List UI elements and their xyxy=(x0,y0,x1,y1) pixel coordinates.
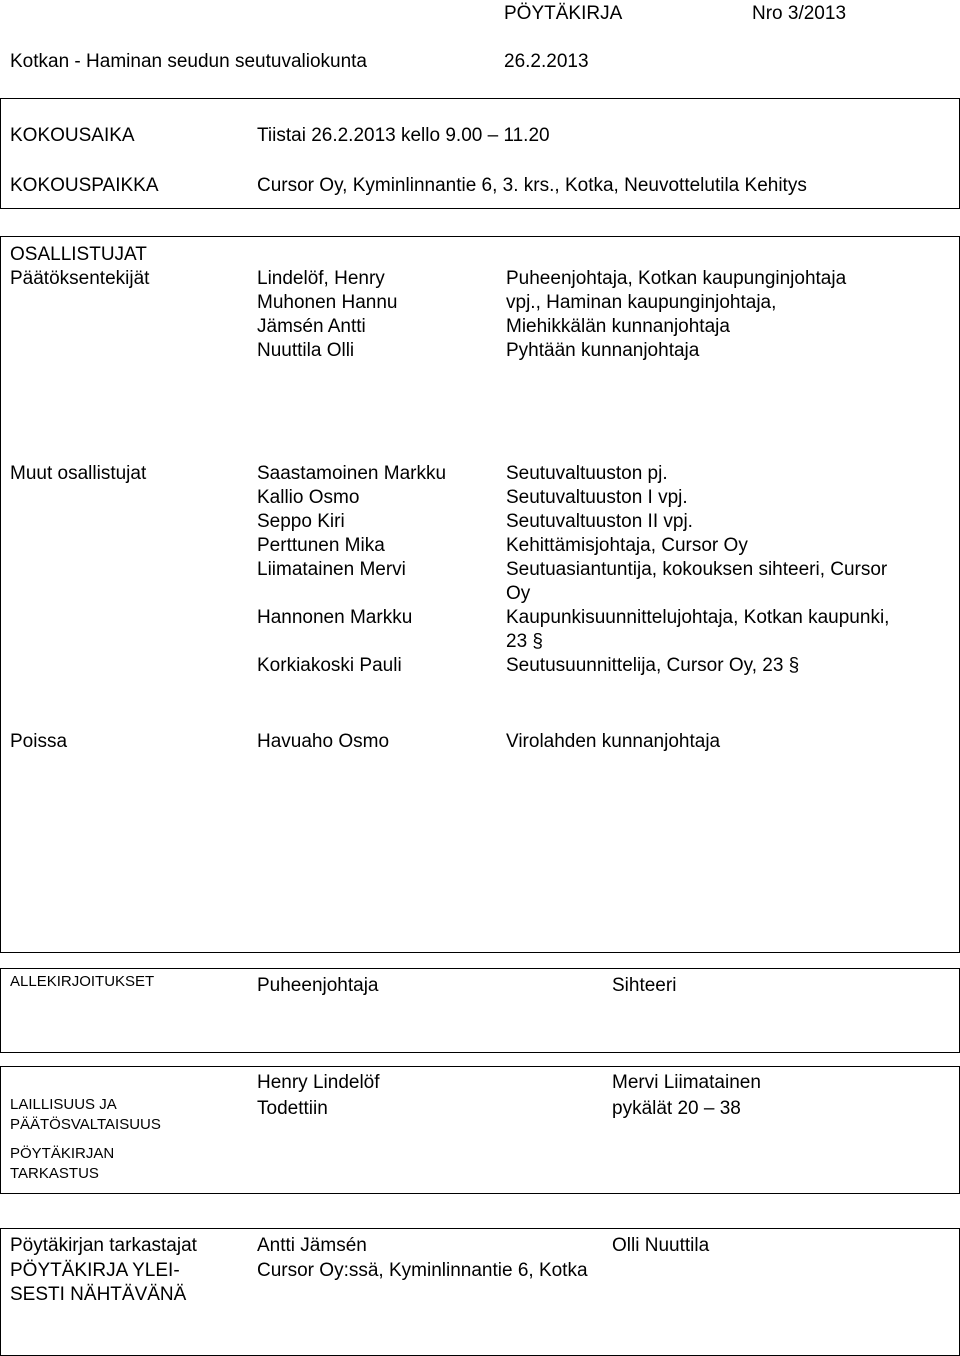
chair-name: Henry Lindelöf xyxy=(257,1072,380,1093)
participant-role: Seutuvaltuuston I vpj. xyxy=(506,487,688,508)
participant-role: vpj., Haminan kaupunginjohtaja, xyxy=(506,292,777,313)
meeting-time-label: KOKOUSAIKA xyxy=(10,125,135,146)
participant-name: Muhonen Hannu xyxy=(257,292,398,313)
participant-role: Kehittämisjohtaja, Cursor Oy xyxy=(506,535,748,556)
participant-role: Seutuvaltuuston II vpj. xyxy=(506,511,693,532)
participant-name: Liimatainen Mervi xyxy=(257,559,406,580)
secretary-title: Sihteeri xyxy=(612,975,677,996)
decision-makers-names xyxy=(257,267,398,363)
participant-role: Seutuvaltuuston pj. xyxy=(506,463,668,484)
participants-title: OSALLISTUJAT xyxy=(10,244,147,265)
participant-name: Kallio Osmo xyxy=(257,487,360,508)
other-participants-roles xyxy=(506,462,889,678)
participant-role: Puheenjohtaja, Kotkan kaupunginjohtaja xyxy=(506,268,847,289)
participant-name: Saastamoinen Markku xyxy=(257,463,447,484)
public-display-location: Cursor Oy:ssä, Kyminlinnantie 6, Kotka xyxy=(257,1260,588,1281)
participant-role-continued: 23 § xyxy=(506,631,543,652)
reviewer-1: Antti Jämsén xyxy=(257,1235,367,1256)
participant-role: Seutusuunnittelija, Cursor Oy, 23 § xyxy=(506,655,800,676)
legality-confirmed: Todettiin xyxy=(257,1098,328,1119)
public-display-label: PÖYTÄKIRJA YLEI- SESTI NÄHTÄVÄNÄ xyxy=(10,1260,187,1305)
absent-name: Havuaho Osmo xyxy=(257,731,390,752)
participant-role: Pyhtään kunnanjohtaja xyxy=(506,340,700,361)
reviewers-label: Pöytäkirjan tarkastajat xyxy=(10,1235,197,1256)
legality-sections: pykälät 20 – 38 xyxy=(612,1098,741,1119)
review-label: PÖYTÄKIRJAN TARKASTUS xyxy=(10,1145,115,1182)
reviewer-2: Olli Nuuttila xyxy=(612,1235,710,1256)
other-participants-label: Muut osallistujat xyxy=(10,463,147,484)
participant-name: Korkiakoski Pauli xyxy=(257,655,402,676)
participant-name: Hannonen Markku xyxy=(257,607,413,628)
absent-label: Poissa xyxy=(10,731,68,752)
secretary-name: Mervi Liimatainen xyxy=(612,1072,761,1093)
participant-role: Seutuasiantuntija, kokouksen sihteeri, Cursor xyxy=(506,559,888,580)
absent-role: Virolahden kunnanjohtaja xyxy=(506,731,721,752)
meeting-place-value: Cursor Oy, Kyminlinnantie 6, 3. krs., Kotka, Neuvottelutila Kehitys xyxy=(257,175,807,196)
chair-title: Puheenjohtaja xyxy=(257,975,379,996)
participant-name: Perttunen Mika xyxy=(257,535,385,556)
meeting-time-value: Tiistai 26.2.2013 kello 9.00 – 11.20 xyxy=(257,125,550,146)
document-date: 26.2.2013 xyxy=(504,51,589,72)
signatures-label: ALLEKIRJOITUKSET xyxy=(10,973,155,990)
participant-name: Seppo Kiri xyxy=(257,511,345,532)
legality-label: LAILLISUUS JA PÄÄTÖSVALTAISUUS xyxy=(10,1096,161,1133)
participant-name: Lindelöf, Henry xyxy=(257,268,385,289)
decision-makers-roles xyxy=(506,267,846,363)
meeting-place-label: KOKOUSPAIKKA xyxy=(10,175,159,196)
other-participants-names xyxy=(257,462,446,678)
participant-role-continued: Oy xyxy=(506,583,531,604)
participant-name: Jämsén Antti xyxy=(257,316,366,337)
doc-number: Nro 3/2013 xyxy=(752,3,847,24)
organization-name: Kotkan - Haminan seudun seutuvaliokunta xyxy=(10,51,368,72)
participant-role: Miehikkälän kunnanjohtaja xyxy=(506,316,730,337)
participant-role: Kaupunkisuunnittelujohtaja, Kotkan kaupunki, xyxy=(506,607,890,628)
decision-makers-label: Päätöksentekijät xyxy=(10,268,150,289)
participant-name: Nuuttila Olli xyxy=(257,340,355,361)
doc-type: PÖYTÄKIRJA xyxy=(504,3,623,24)
